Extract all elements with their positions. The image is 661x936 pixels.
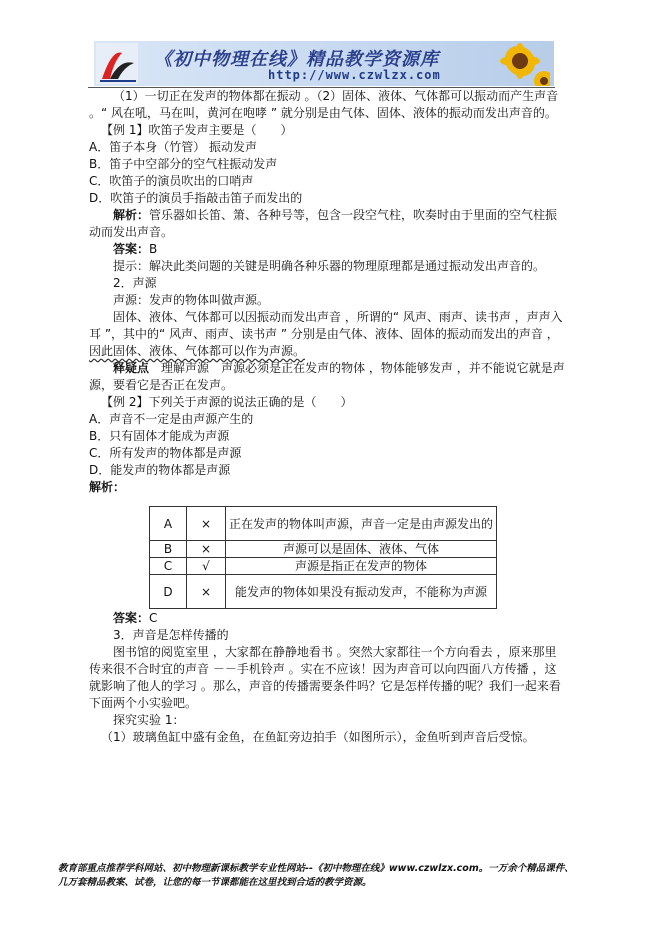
example-2-option-a: A．声音不一定是由声源产生的 bbox=[89, 412, 254, 426]
header-banner bbox=[94, 41, 554, 86]
document-body bbox=[89, 88, 567, 496]
page-footer bbox=[58, 862, 618, 890]
table-cell-text: 声源是指正在发声的物体 bbox=[226, 558, 497, 575]
document-body-lower bbox=[89, 610, 567, 746]
table-cell-option: C bbox=[150, 558, 187, 575]
example-2-question: 【例 2】下列关于声源的说法正确的是（ ） bbox=[101, 395, 353, 409]
clarification-text: 声源必须是正在发声的物体 ，物体能够发声 ，并不能说它就是声源，要看它是否正在发声。 bbox=[89, 361, 565, 392]
answer-label: 答案： bbox=[113, 611, 150, 625]
paragraph-vibration: （1）一切正在发声的物体都在振动 。（2）固体、液体、气体都可以振动而产生声音 。“ 风在吼，马在叫，黄河在咆哮 ” 就分别是由气体、固体、液体的振动而发出声音的。 bbox=[89, 89, 559, 120]
sound-source-definition: 声源：发声的物体叫做声源。 bbox=[113, 293, 270, 307]
clarification-label: 释疑点 bbox=[113, 361, 150, 375]
sound-source-text: 固体、液体、气体都可以因振动而发出声音 ，所谓的“ 风声、雨声、读书声 ，声声入耳 ”，其中的“ 风声、雨声、读书声 ” 分别是由气体、液体、固体的振动而发出的声音 ， bbox=[89, 310, 563, 341]
table-cell-mark: × bbox=[187, 507, 226, 541]
answer-label: 答案： bbox=[113, 242, 150, 256]
answer-value: B bbox=[149, 242, 158, 256]
experiment-heading: 探究实验 1： bbox=[113, 713, 185, 727]
example-1-answer bbox=[89, 241, 567, 258]
example-1-option-b: B．笛子中空部分的空气柱振动发声 bbox=[89, 157, 278, 171]
example-1-analysis bbox=[89, 207, 567, 241]
tip-paragraph: 提示：解决此类问题的关键是明确各种乐器的物理原理都是通过振动发出声音的。 bbox=[113, 259, 546, 273]
table-row bbox=[150, 507, 497, 541]
table-row bbox=[150, 558, 497, 575]
table-cell-mark: × bbox=[187, 541, 226, 558]
footer-line-1: 教育部重点推荐学科网站、初中物理新课标教学专业性网站--《初中物理在线》www.czwlzx.com。一万余个精品课件、 bbox=[58, 863, 574, 874]
table-cell-text: 声源可以是固体、液体、气体 bbox=[226, 541, 497, 558]
example-2-analysis-label: 解析： bbox=[89, 480, 126, 494]
experiment-step-1: （1）玻璃鱼缸中盛有金鱼，在鱼缸旁边拍手（如图所示），金鱼听到声音后受惊。 bbox=[101, 730, 535, 744]
example-2-option-b: B．只有固体才能成为声源 bbox=[89, 429, 230, 443]
analysis-text: 管乐器如长笛、箫、各种号等，包含一段空气柱，吹奏时由于里面的空气柱振动而发出声音。 bbox=[89, 208, 558, 239]
table-row bbox=[150, 575, 497, 609]
table-cell-mark: × bbox=[187, 575, 226, 609]
example-1-option-a: A．笛子本身（竹管） 振动发声 bbox=[89, 140, 258, 154]
table-cell-mark: √ bbox=[187, 558, 226, 575]
example-2-option-d: D．能发声的物体都是声源 bbox=[89, 463, 231, 477]
analysis-table bbox=[149, 506, 497, 609]
sunflower-icon bbox=[480, 41, 550, 86]
table-cell-option: D bbox=[150, 575, 187, 609]
example-1-option-d: D．吹笛子的演员手指敲击笛子而发出的 bbox=[89, 191, 303, 205]
example-2-answer bbox=[89, 610, 567, 627]
example-1-option-c: C．吹笛子的演员吹出的口哨声 bbox=[89, 174, 254, 188]
table-cell-text: 能发声的物体如果没有振动发声，不能称为声源 bbox=[226, 575, 497, 609]
library-paragraph: 图书馆的阅览室里 ，大家都在静静地看书 。突然大家都往一个方向看去 ，原来那里传来很不合时宜的声音 －－手机铃声 。实在不应该！因为声音可以向四面八方传播 ，这就影响了他人的学习 。那么，声音的传播需要条件吗？它是怎样传播的呢？我们一起来看下面两个小实验吧。 bbox=[89, 645, 561, 710]
clarification-title: 理解声源 bbox=[161, 361, 210, 375]
banner-title: 《初中物理在线》精品教学资源库 bbox=[154, 49, 439, 70]
table-row bbox=[150, 541, 497, 558]
table-cell-option: A bbox=[150, 507, 187, 541]
example-2-option-c: C．所有发声的物体都是声源 bbox=[89, 446, 242, 460]
clarification-paragraph bbox=[89, 360, 567, 394]
footer-line-2: 几万套精品教案、试卷，让您的每一节课都能在这里找到合适的教学资源。 bbox=[58, 877, 372, 888]
logo-icon bbox=[96, 43, 138, 84]
analysis-label: 解析： bbox=[113, 208, 150, 222]
sound-source-paragraph bbox=[89, 309, 567, 360]
table-cell-option: B bbox=[150, 541, 187, 558]
sound-source-emphasis: 因此固体、液体、气体都可以作为声源。 bbox=[89, 344, 306, 358]
banner-url[interactable]: http://www.czwlzx.com bbox=[268, 68, 441, 82]
section-3-heading: 3．声音是怎样传播的 bbox=[113, 628, 229, 642]
answer-value: C bbox=[149, 611, 158, 625]
table-cell-text: 正在发声的物体叫声源，声音一定是由声源发出的 bbox=[226, 507, 497, 541]
section-2-heading: 2．声源 bbox=[113, 276, 157, 290]
example-1-question: 【例 1】吹笛子发声主要是（ ） bbox=[101, 123, 293, 137]
